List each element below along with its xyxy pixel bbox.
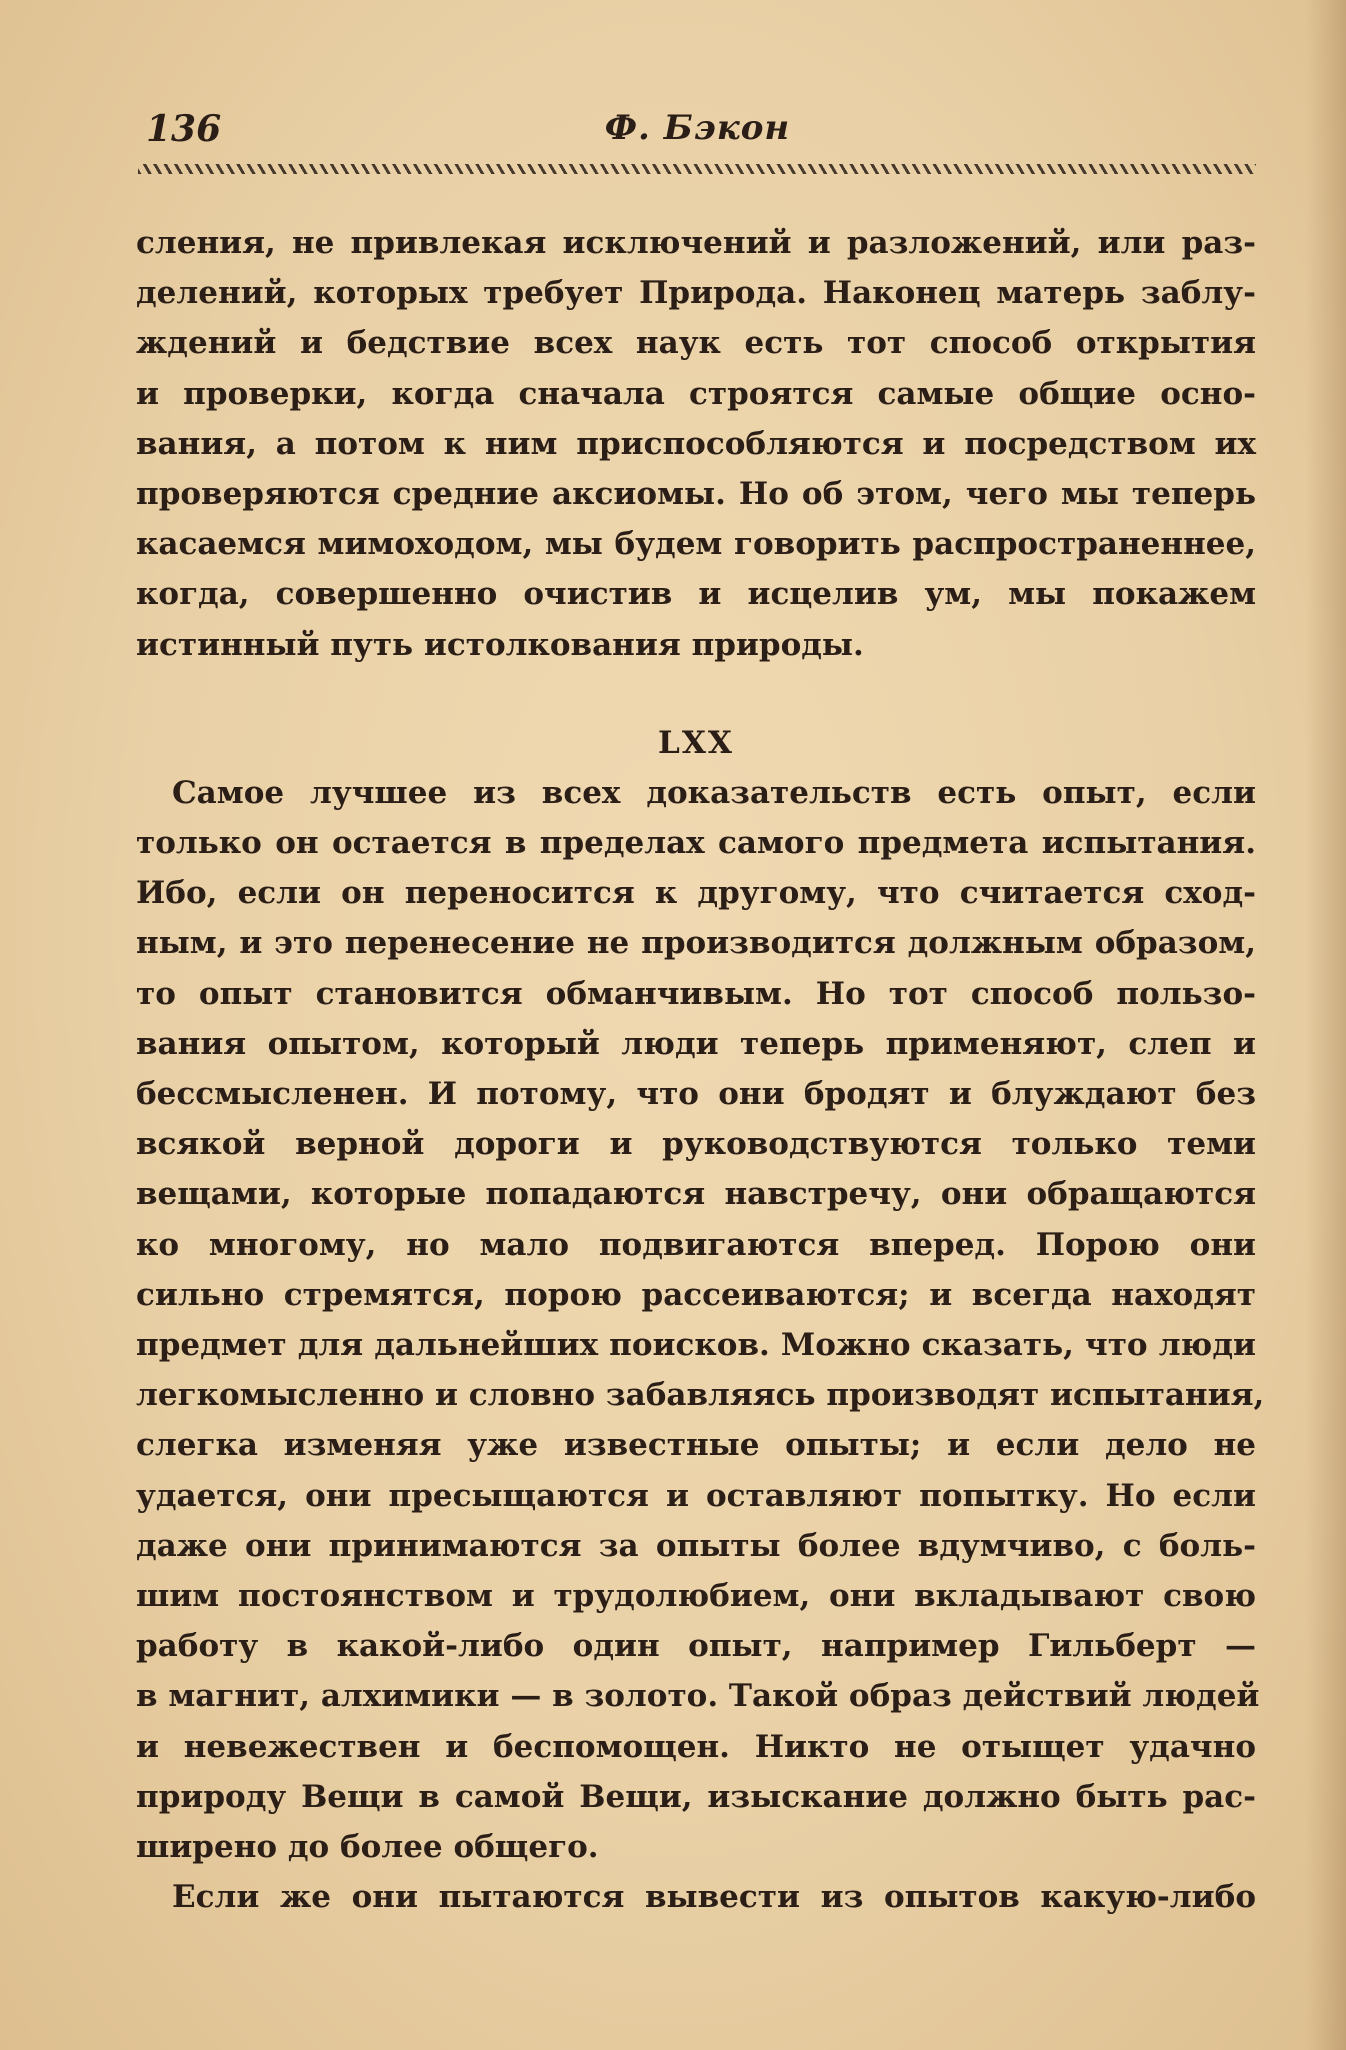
text-line: и проверки, когда сначала строятся самые общие осно- (136, 375, 1256, 412)
text-line: сильно стремятся, порою рассеиваются; и всегда находят (136, 1276, 1256, 1313)
text-line: Если же они пытаются вывести из опытов какую-либо (172, 1879, 1256, 1916)
page-number: 136 (146, 108, 222, 150)
text-line: и невежествен и беспомощен. Никто не отыщет удачно (136, 1728, 1256, 1765)
text-line: Ибо, если он переносится к другому, что считается сход- (136, 875, 1256, 912)
page-header (140, 108, 1255, 158)
text-line: сления, не привлекая исключений и разложений, или раз- (136, 225, 1256, 261)
text-line: удается, они пресыщаются и оставляют попытку. Но если (136, 1477, 1256, 1514)
text-line: вания, а потом к ним приспособляются и посредством их (136, 425, 1256, 462)
text-line: даже они принимаются за опыты более вдумчиво, с боль- (136, 1527, 1256, 1564)
text-line: предмет для дальнейших поисков. Можно сказать, что люди (136, 1327, 1256, 1364)
text-line: ширено до более общего. (136, 1829, 599, 1866)
header-rule (138, 164, 1256, 174)
text-line: легкомысленно и словно забавляясь производят испытания, (136, 1377, 1265, 1414)
text-line: Самое лучшее из всех доказательств есть опыт, если (172, 774, 1256, 811)
text-line: ждений и бедствие всех наук есть тот способ открытия (136, 325, 1256, 362)
text-line: проверяются средние аксиомы. Но об этом, чего мы теперь (136, 476, 1256, 513)
text-line: в магнит, алхимики — в золото. Такой образ действий людей (136, 1678, 1260, 1715)
text-line: всякой верной дороги и руководствуются только теми (136, 1126, 1256, 1163)
paragraph-1 (136, 218, 1256, 670)
text-line: природу Вещи в самой Вещи, изыскание должно быть рас- (136, 1778, 1256, 1815)
text-line: бессмысленен. И потому, что они бродят и блуждают без (136, 1076, 1256, 1113)
text-line: касаемся мимоходом, мы будем говорить распространеннее, (136, 526, 1256, 563)
text-line: слегка изменяя уже известные опыты; и если дело не (136, 1427, 1256, 1464)
text-line: истинный путь истолкования природы. (136, 626, 864, 663)
text-line: только он остается в пределах самого предмета испытания. (136, 825, 1256, 862)
text-line: ным, и это перенесение не производится должным образом, (136, 925, 1256, 962)
text-line: шим постоянством и трудолюбием, они вкладывают свою (136, 1578, 1256, 1615)
text-line: когда, совершенно очистив и исцелив ум, мы покажем (136, 576, 1256, 613)
text-line: работу в какой-либо один опыт, например Гильберт — (136, 1628, 1256, 1665)
text-line: то опыт становится обманчивым. Но тот способ пользо- (136, 975, 1256, 1012)
text-line: ко многому, но мало подвигаются вперед. Порою они (136, 1226, 1256, 1263)
page-body (136, 218, 1265, 1923)
text-line: вания опытом, который люди теперь применяют, слеп и (136, 1025, 1256, 1062)
text-line: делений, которых требует Природа. Наконец матерь заблу- (136, 275, 1256, 312)
page-edge-shadow (1306, 0, 1346, 2050)
paragraph-2 (136, 768, 1265, 1872)
text-line: вещами, которые попадаются навстречу, они обращаются (136, 1176, 1256, 1213)
running-title: Ф. Бэкон (604, 108, 791, 148)
section-heading: LXX (658, 724, 734, 761)
paragraph-3 (136, 1872, 1256, 1922)
